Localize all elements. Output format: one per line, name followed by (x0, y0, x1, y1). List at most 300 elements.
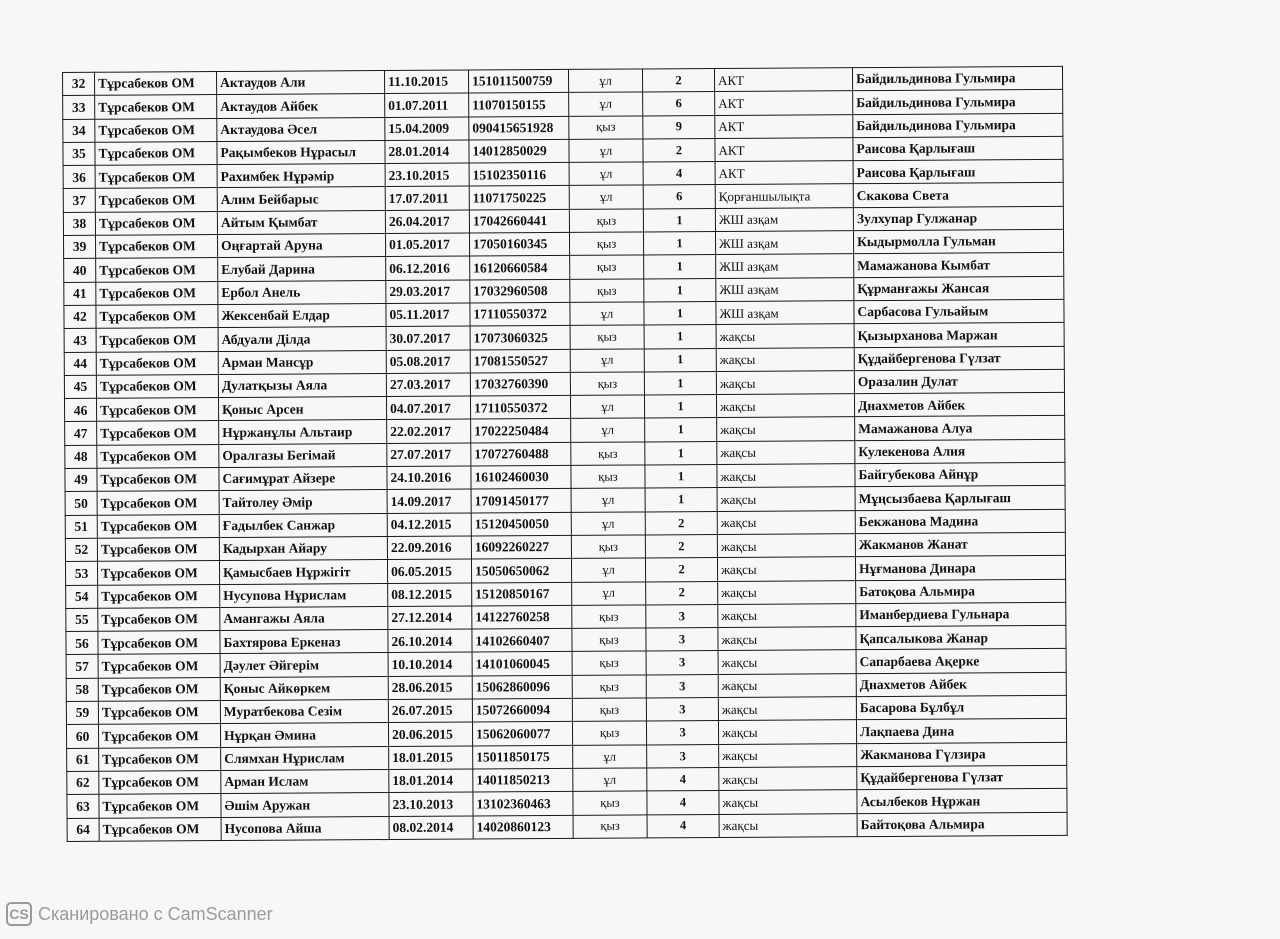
teacher-cell: Раисова Қарлығаш (853, 160, 1063, 185)
row-number-cell: 40 (64, 259, 96, 282)
grade-cell: 4 (647, 814, 719, 838)
iin-cell: 11071750225 (469, 186, 569, 210)
school-cell: Тұрсабеков ОМ (97, 421, 219, 445)
row-number-cell: 35 (63, 142, 95, 165)
gender-cell: ұл (570, 395, 644, 419)
student-name-cell: Кадырхан Айару (219, 536, 387, 560)
status-cell: жақсы (716, 324, 854, 348)
birth-date-cell: 01.07.2011 (385, 93, 469, 117)
grade-cell: 2 (645, 534, 717, 558)
gender-cell: ұл (573, 745, 647, 769)
birth-date-cell: 08.02.2014 (389, 816, 473, 840)
school-cell: Тұрсабеков ОМ (95, 235, 217, 259)
status-cell: жақсы (719, 790, 857, 814)
iin-cell: 11070150155 (469, 93, 569, 117)
grade-cell: 3 (646, 604, 718, 628)
school-cell: Тұрсабеков ОМ (98, 607, 220, 631)
student-name-cell: Қоныс Арсен (218, 397, 386, 421)
row-number-cell: 34 (63, 119, 95, 142)
status-cell: АКТ (715, 91, 853, 115)
row-number-cell: 45 (64, 375, 96, 398)
student-name-cell: Елубай Дарина (218, 257, 386, 281)
status-cell: ЖШ азқам (716, 254, 854, 278)
status-cell: жақсы (717, 510, 855, 534)
iin-cell: 15062060077 (472, 722, 572, 746)
grade-cell: 4 (643, 162, 715, 186)
teacher-cell: Сапарбаева Ақерке (856, 649, 1066, 674)
school-cell: Тұрсабеков ОМ (99, 747, 221, 771)
student-name-cell: Рахимбек Нұрәмір (217, 164, 385, 188)
row-number-cell: 53 (65, 562, 97, 585)
school-cell: Тұрсабеков ОМ (96, 258, 218, 282)
iin-cell: 151011500759 (468, 69, 568, 93)
grade-cell: 3 (646, 698, 718, 722)
school-cell: Тұрсабеков ОМ (96, 374, 218, 398)
row-number-cell: 43 (64, 329, 96, 352)
birth-date-cell: 04.07.2017 (386, 396, 470, 420)
birth-date-cell: 08.12.2015 (388, 583, 472, 607)
gender-cell: ұл (570, 349, 644, 373)
iin-cell: 15011850175 (473, 745, 573, 769)
student-name-cell: Жексенбай Елдар (218, 303, 386, 327)
birth-date-cell: 26.07.2015 (388, 699, 472, 723)
iin-cell: 17110550372 (470, 396, 570, 420)
iin-cell: 16120660584 (470, 256, 570, 280)
row-number-cell: 38 (63, 212, 95, 235)
school-cell: Тұрсабеков ОМ (95, 188, 217, 212)
row-number-cell: 46 (64, 398, 96, 421)
gender-cell: ұл (571, 512, 645, 536)
student-name-cell: Нұрқан Әмина (220, 723, 388, 747)
gender-cell: қыз (572, 675, 646, 699)
student-name-cell: Муратбекова Сезім (220, 700, 388, 724)
school-cell: Тұрсабеков ОМ (98, 677, 220, 701)
school-cell: Тұрсабеков ОМ (99, 770, 221, 794)
grade-cell: 1 (645, 488, 717, 512)
row-number-cell: 47 (65, 422, 97, 445)
birth-date-cell: 18.01.2014 (389, 769, 473, 793)
student-name-cell: Актаудова Әсел (217, 117, 385, 141)
birth-date-cell: 22.09.2016 (387, 536, 471, 560)
grade-cell: 2 (645, 558, 717, 582)
student-roster-table (62, 66, 1068, 842)
gender-cell: қыз (571, 535, 645, 559)
gender-cell: ұл (568, 69, 642, 93)
row-number-cell: 32 (63, 72, 95, 95)
school-cell: Тұрсабеков ОМ (96, 328, 218, 352)
gender-cell: қыз (572, 628, 646, 652)
iin-cell: 17032760390 (470, 372, 570, 396)
iin-cell: 15062860096 (472, 675, 572, 699)
gender-cell: қыз (570, 325, 644, 349)
status-cell: жақсы (719, 743, 857, 767)
status-cell: жақсы (717, 534, 855, 558)
row-number-cell: 60 (66, 725, 98, 748)
student-name-cell: Ербол Анель (218, 280, 386, 304)
student-name-cell: Алим Бейбарыс (217, 187, 385, 211)
school-cell: Тұрсабеков ОМ (97, 537, 219, 561)
row-number-cell: 37 (63, 189, 95, 212)
status-cell: АКТ (715, 114, 853, 138)
student-name-cell: Тайтолеу Әмір (219, 490, 387, 514)
iin-cell: 15072660094 (472, 698, 572, 722)
student-name-cell: Әшім Аружан (221, 793, 389, 817)
student-name-cell: Дулатқызы Аяла (218, 373, 386, 397)
scanned-sheet (62, 66, 1067, 842)
grade-cell: 1 (645, 465, 717, 489)
teacher-cell: Басарова Бұлбұл (856, 695, 1066, 720)
status-cell: жақсы (718, 673, 856, 697)
teacher-cell: Нұғманова Динара (855, 556, 1065, 581)
birth-date-cell: 11.10.2015 (384, 70, 468, 94)
student-name-cell: Айтым Қымбат (217, 210, 385, 234)
row-number-cell: 52 (65, 538, 97, 561)
status-cell: жақсы (717, 417, 855, 441)
grade-cell: 4 (647, 791, 719, 815)
birth-date-cell: 20.06.2015 (388, 722, 472, 746)
gender-cell: ұл (569, 92, 643, 116)
status-cell: АКТ (715, 161, 853, 185)
birth-date-cell: 01.05.2017 (385, 233, 469, 257)
birth-date-cell: 17.07.2011 (385, 186, 469, 210)
gender-cell: ұл (570, 302, 644, 326)
row-number-cell: 54 (66, 585, 98, 608)
iin-cell: 17110550372 (470, 302, 570, 326)
gender-cell: қыз (571, 465, 645, 489)
school-cell: Тұрсабеков ОМ (97, 491, 219, 515)
birth-date-cell: 05.08.2017 (386, 350, 470, 374)
row-number-cell: 57 (66, 655, 98, 678)
iin-cell: 16092260227 (471, 535, 571, 559)
school-cell: Тұрсабеков ОМ (97, 444, 219, 468)
school-cell: Тұрсабеков ОМ (97, 561, 219, 585)
row-number-cell: 61 (67, 748, 99, 771)
gender-cell: қыз (573, 791, 647, 815)
student-name-cell: Оңғартай Аруна (217, 234, 385, 258)
grade-cell: 9 (643, 115, 715, 139)
status-cell: жақсы (716, 371, 854, 395)
iin-cell: 17073060325 (470, 326, 570, 350)
teacher-cell: Байтоқова Альмира (857, 812, 1067, 837)
birth-date-cell: 23.10.2013 (389, 792, 473, 816)
iin-cell: 15120450050 (471, 512, 571, 536)
school-cell: Тұрсабеков ОМ (98, 654, 220, 678)
student-name-cell: Арман Мансұр (218, 350, 386, 374)
school-cell: Тұрсабеков ОМ (96, 398, 218, 422)
status-cell: жақсы (718, 650, 856, 674)
grade-cell: 3 (646, 721, 718, 745)
status-cell: жақсы (717, 440, 855, 464)
school-cell: Тұрсабеков ОМ (95, 95, 217, 119)
gender-cell: қыз (573, 814, 647, 838)
row-number-cell: 33 (63, 96, 95, 119)
status-cell: АКТ (714, 68, 852, 92)
iin-cell: 17091450177 (471, 489, 571, 513)
gender-cell: қыз (572, 605, 646, 629)
iin-cell: 16102460030 (471, 465, 571, 489)
grade-cell: 3 (646, 674, 718, 698)
iin-cell: 17072760488 (471, 442, 571, 466)
table-row (67, 812, 1067, 841)
gender-cell: ұл (569, 162, 643, 186)
row-number-cell: 44 (64, 352, 96, 375)
student-name-cell: Ғадылбек Санжар (219, 513, 387, 537)
birth-date-cell: 22.02.2017 (387, 419, 471, 443)
teacher-cell: Кыдырмолла Гульман (853, 229, 1063, 254)
status-cell: АКТ (715, 138, 853, 162)
teacher-cell: Құдайбергенова Гүлзат (854, 346, 1064, 371)
birth-date-cell: 27.07.2017 (387, 443, 471, 467)
teacher-cell: Бекжанова Мадина (855, 509, 1065, 534)
school-cell: Тұрсабеков ОМ (95, 211, 217, 235)
teacher-cell: Жакманов Жанат (855, 532, 1065, 557)
gender-cell: қыз (569, 232, 643, 256)
grade-cell: 2 (643, 138, 715, 162)
grade-cell: 1 (643, 232, 715, 256)
birth-date-cell: 18.01.2015 (389, 746, 473, 770)
row-number-cell: 50 (65, 492, 97, 515)
school-cell: Тұрсабеков ОМ (99, 817, 221, 841)
school-cell: Тұрсабеков ОМ (96, 305, 218, 329)
birth-date-cell: 29.03.2017 (386, 280, 470, 304)
school-cell: Тұрсабеков ОМ (95, 118, 217, 142)
teacher-cell: Қызырханова Маржан (854, 323, 1064, 348)
birth-date-cell: 27.03.2017 (386, 373, 470, 397)
school-cell: Тұрсабеков ОМ (98, 701, 220, 725)
iin-cell: 17032960508 (470, 279, 570, 303)
birth-date-cell: 28.06.2015 (388, 676, 472, 700)
birth-date-cell: 23.10.2015 (385, 163, 469, 187)
grade-cell: 1 (644, 371, 716, 395)
birth-date-cell: 04.12.2015 (387, 513, 471, 537)
teacher-cell: Байдильдинова Гульмира (852, 66, 1062, 91)
row-number-cell: 42 (64, 305, 96, 328)
grade-cell: 2 (642, 69, 714, 93)
iin-cell: 15120850167 (472, 582, 572, 606)
iin-cell: 090415651928 (469, 116, 569, 140)
birth-date-cell: 05.11.2017 (386, 303, 470, 327)
student-name-cell: Сағимұрат Айзере (219, 467, 387, 491)
school-cell: Тұрсабеков ОМ (98, 584, 220, 608)
teacher-cell: Сарбасова Гульайым (854, 299, 1064, 324)
student-name-cell: Амангажы Аяла (220, 606, 388, 630)
birth-date-cell: 10.10.2014 (388, 652, 472, 676)
gender-cell: ұл (569, 185, 643, 209)
row-number-cell: 41 (64, 282, 96, 305)
school-cell: Тұрсабеков ОМ (96, 351, 218, 375)
status-cell: жақсы (718, 697, 856, 721)
grade-cell: 1 (644, 395, 716, 419)
gender-cell: ұл (571, 488, 645, 512)
gender-cell: қыз (572, 651, 646, 675)
grade-cell: 1 (644, 255, 716, 279)
status-cell: жақсы (718, 720, 856, 744)
gender-cell: ұл (571, 558, 645, 582)
birth-date-cell: 06.05.2015 (387, 559, 471, 583)
grade-cell: 6 (643, 92, 715, 116)
student-name-cell: Қоныс Айкөркем (220, 676, 388, 700)
grade-cell: 1 (645, 418, 717, 442)
iin-cell: 17022250484 (471, 419, 571, 443)
student-name-cell: Рақымбеков Нұрасыл (217, 140, 385, 164)
birth-date-cell: 30.07.2017 (386, 326, 470, 350)
gender-cell: қыз (572, 698, 646, 722)
student-name-cell: Нұржанұлы Альтаир (219, 420, 387, 444)
iin-cell: 14101060045 (472, 652, 572, 676)
gender-cell: ұл (569, 139, 643, 163)
school-cell: Тұрсабеков ОМ (96, 281, 218, 305)
row-number-cell: 62 (67, 771, 99, 794)
teacher-cell: Днахметов Айбек (854, 393, 1064, 418)
school-cell: Тұрсабеков ОМ (97, 514, 219, 538)
status-cell: жақсы (718, 580, 856, 604)
iin-cell: 15050650062 (471, 559, 571, 583)
birth-date-cell: 14.09.2017 (387, 489, 471, 513)
student-name-cell: Слямхан Нұрислам (221, 746, 389, 770)
teacher-cell: Байдильдинова Гульмира (853, 113, 1063, 138)
student-name-cell: Арман Ислам (221, 769, 389, 793)
grade-cell: 2 (645, 511, 717, 535)
student-name-cell: Нусопова Айша (221, 816, 389, 840)
row-number-cell: 51 (65, 515, 97, 538)
grade-cell: 1 (643, 208, 715, 232)
row-number-cell: 49 (65, 468, 97, 491)
gender-cell: ұл (572, 581, 646, 605)
gender-cell: қыз (570, 372, 644, 396)
teacher-cell: Мамажанова Кымбат (854, 253, 1064, 278)
school-cell: Тұрсабеков ОМ (97, 468, 219, 492)
status-cell: Қорғаншылықта (715, 184, 853, 208)
iin-cell: 14011850213 (473, 768, 573, 792)
row-number-cell: 55 (66, 608, 98, 631)
row-number-cell: 48 (65, 445, 97, 468)
camscanner-logo-icon: CS (6, 902, 32, 926)
gender-cell: ұл (573, 768, 647, 792)
camscanner-watermark (6, 902, 273, 926)
grade-cell: 1 (644, 348, 716, 372)
teacher-cell: Мұңсызбаева Қарлығаш (855, 486, 1065, 511)
teacher-cell: Байдильдинова Гульмира (853, 90, 1063, 115)
grade-cell: 6 (643, 185, 715, 209)
status-cell: ЖШ азқам (715, 207, 853, 231)
school-cell: Тұрсабеков ОМ (99, 794, 221, 818)
status-cell: жақсы (716, 347, 854, 371)
row-number-cell: 56 (66, 631, 98, 654)
gender-cell: ұл (571, 418, 645, 442)
teacher-cell: Оразалин Дулат (854, 369, 1064, 394)
grade-cell: 1 (645, 441, 717, 465)
gender-cell: қыз (570, 255, 644, 279)
status-cell: жақсы (717, 557, 855, 581)
row-number-cell: 36 (63, 165, 95, 188)
grade-cell: 3 (647, 744, 719, 768)
student-name-cell: Бахтярова Еркеназ (220, 630, 388, 654)
student-name-cell: Оралгазы Бегімай (219, 443, 387, 467)
teacher-cell: Байгубекова Айнұр (855, 462, 1065, 487)
grade-cell: 1 (644, 325, 716, 349)
status-cell: ЖШ азқам (716, 301, 854, 325)
iin-cell: 17081550527 (470, 349, 570, 373)
student-name-cell: Дәулет Әйгерім (220, 653, 388, 677)
row-number-cell: 64 (67, 818, 99, 841)
status-cell: жақсы (718, 627, 856, 651)
iin-cell: 17042660441 (469, 209, 569, 233)
iin-cell: 14020860123 (473, 815, 573, 839)
teacher-cell: Батоқова Альмира (856, 579, 1066, 604)
teacher-cell: Жакманова Гүлзира (857, 742, 1067, 767)
teacher-cell: Қапсалыкова Жанар (856, 626, 1066, 651)
birth-date-cell: 26.10.2014 (388, 629, 472, 653)
iin-cell: 15102350116 (469, 163, 569, 187)
iin-cell: 14012850029 (469, 139, 569, 163)
row-number-cell: 39 (63, 235, 95, 258)
teacher-cell: Кулекенова Алия (855, 439, 1065, 464)
row-number-cell: 58 (66, 678, 98, 701)
teacher-cell: Днахметов Айбек (856, 672, 1066, 697)
teacher-cell: Зулхупар Гулжанар (853, 206, 1063, 231)
birth-date-cell: 28.01.2014 (385, 140, 469, 164)
gender-cell: қыз (569, 209, 643, 233)
grade-cell: 3 (646, 628, 718, 652)
grade-cell: 3 (646, 651, 718, 675)
student-name-cell: Абдуали Ділда (218, 327, 386, 351)
iin-cell: 13102360463 (473, 792, 573, 816)
gender-cell: қыз (571, 442, 645, 466)
iin-cell: 14102660407 (472, 629, 572, 653)
row-number-cell: 59 (66, 701, 98, 724)
teacher-cell: Скакова Света (853, 183, 1063, 208)
status-cell: жақсы (717, 464, 855, 488)
teacher-cell: Құдайбергенова Гүлзат (857, 765, 1067, 790)
school-cell: Тұрсабеков ОМ (95, 165, 217, 189)
birth-date-cell: 26.04.2017 (385, 210, 469, 234)
school-cell: Тұрсабеков ОМ (95, 72, 217, 96)
status-cell: жақсы (718, 603, 856, 627)
student-name-cell: Актаудов Айбек (217, 94, 385, 118)
teacher-cell: Лақпаева Дина (856, 719, 1066, 744)
school-cell: Тұрсабеков ОМ (95, 141, 217, 165)
status-cell: жақсы (719, 813, 857, 837)
status-cell: жақсы (716, 394, 854, 418)
watermark-text: Сканировано с CamScanner (38, 903, 273, 924)
grade-cell: 4 (647, 767, 719, 791)
teacher-cell: Раисова Қарлығаш (853, 136, 1063, 161)
birth-date-cell: 15.04.2009 (385, 117, 469, 141)
birth-date-cell: 24.10.2016 (387, 466, 471, 490)
birth-date-cell: 06.12.2016 (386, 256, 470, 280)
status-cell: ЖШ азқам (715, 231, 853, 255)
grade-cell: 2 (646, 581, 718, 605)
teacher-cell: Асылбеков Нұржан (857, 789, 1067, 814)
iin-cell: 14122760258 (472, 605, 572, 629)
teacher-cell: Мамажанова Алуа (855, 416, 1065, 441)
gender-cell: қыз (569, 116, 643, 140)
teacher-cell: Құрманғажы Жансая (854, 276, 1064, 301)
student-name-cell: Қамысбаев Нұржігіт (219, 560, 387, 584)
grade-cell: 1 (644, 301, 716, 325)
roster-body (63, 66, 1068, 841)
gender-cell: қыз (570, 279, 644, 303)
student-name-cell: Нусупова Нұрислам (220, 583, 388, 607)
gender-cell: қыз (572, 721, 646, 745)
status-cell: жақсы (719, 767, 857, 791)
school-cell: Тұрсабеков ОМ (98, 631, 220, 655)
status-cell: жақсы (717, 487, 855, 511)
student-name-cell: Актаудов Али (217, 71, 385, 95)
birth-date-cell: 27.12.2014 (388, 606, 472, 630)
school-cell: Тұрсабеков ОМ (98, 724, 220, 748)
iin-cell: 17050160345 (469, 232, 569, 256)
